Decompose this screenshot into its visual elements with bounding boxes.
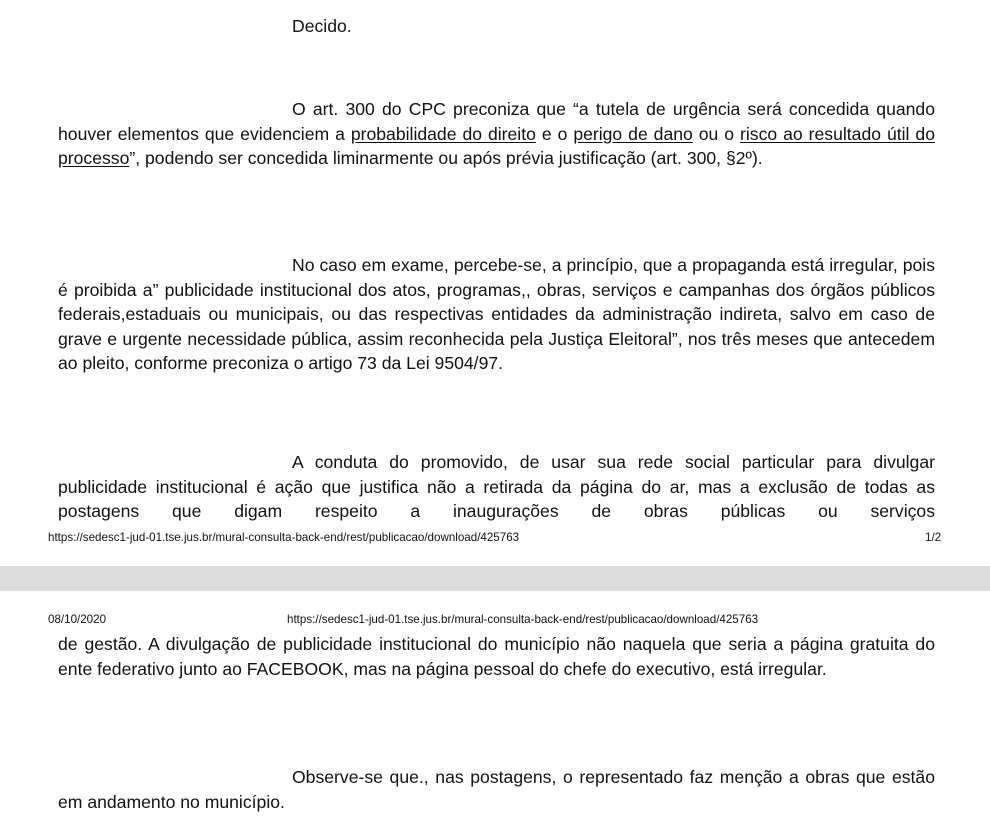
caso-exame-paragraph: [58, 253, 935, 376]
footer-url[interactable]: https://sedesc1-jud-01.tse.jus.br/mural-consulta-back-end/rest/publicacao/download/425763: [48, 531, 520, 544]
decido-paragraph: [58, 14, 935, 39]
cpc-text-3: ou o: [692, 123, 741, 144]
caso-exame-text: No caso em exame, percebe-se, a princípio, que a propaganda está irregular, pois é proibida a” publicidade institucional dos atos, programas,, obras, serviços e campanhas dos órgãos públicos federais,estaduais ou municipais, ou das respectivas entidades da administração indireta, salvo em caso de grave e urgente necessidade pública, assim reconhecida pela Justiça Eleitoral”, nos três meses que antecedem ao pleito, conforme preconiza o artigo 73 da Lei 9504/97.: [58, 255, 935, 374]
header-date: 08/10/2020: [48, 613, 107, 626]
header-url[interactable]: https://sedesc1-jud-01.tse.jus.br/mural-consulta-back-end/rest/publicacao/download/425763: [287, 613, 759, 626]
cpc-text-1: O art. 300 do CPC preconiza que “a tutela de urgência será concedida quando houver elementos que evidenciem a: [58, 99, 935, 144]
page-number: 1/2: [925, 531, 942, 544]
cpc-text-4: ”, podendo ser concedida liminarmente ou após prévia justificação (art. 300, §2º).: [129, 148, 763, 169]
gestao-text: de gestão. A divulgação de publicidade institucional do município não naquela que seria a página gratuita do ente federativo junto ao FACEBOOK, mas na página pessoal do chefe do executivo, está irregular.: [58, 634, 935, 679]
cpc-paragraph: [58, 97, 935, 171]
underlined-risco: risco ao resultado útil do processo: [58, 123, 935, 169]
conduta-text: A conduta do promovido, de usar sua rede social particular para divulgar publicidade institucional é ação que justifica não a retirada da página do ar, mas a exclusão de todas as postagens que digam respeito a inaugurações de obras públicas ou serviços: [58, 452, 935, 522]
underlined-probabilidade: probabilidade do direito: [350, 123, 536, 144]
conduta-paragraph: [58, 450, 935, 524]
observe-text: Observe-se que., nas postagens, o representado faz menção a obras que estão em andamento no município.: [58, 767, 935, 812]
pdf-page-2: [0, 591, 990, 816]
decido-text: Decido.: [292, 16, 352, 36]
observe-paragraph: [58, 765, 935, 814]
cpc-text-2: e o: [535, 123, 574, 144]
gestao-paragraph: [58, 632, 935, 681]
underlined-perigo: perigo de dano: [573, 123, 693, 144]
